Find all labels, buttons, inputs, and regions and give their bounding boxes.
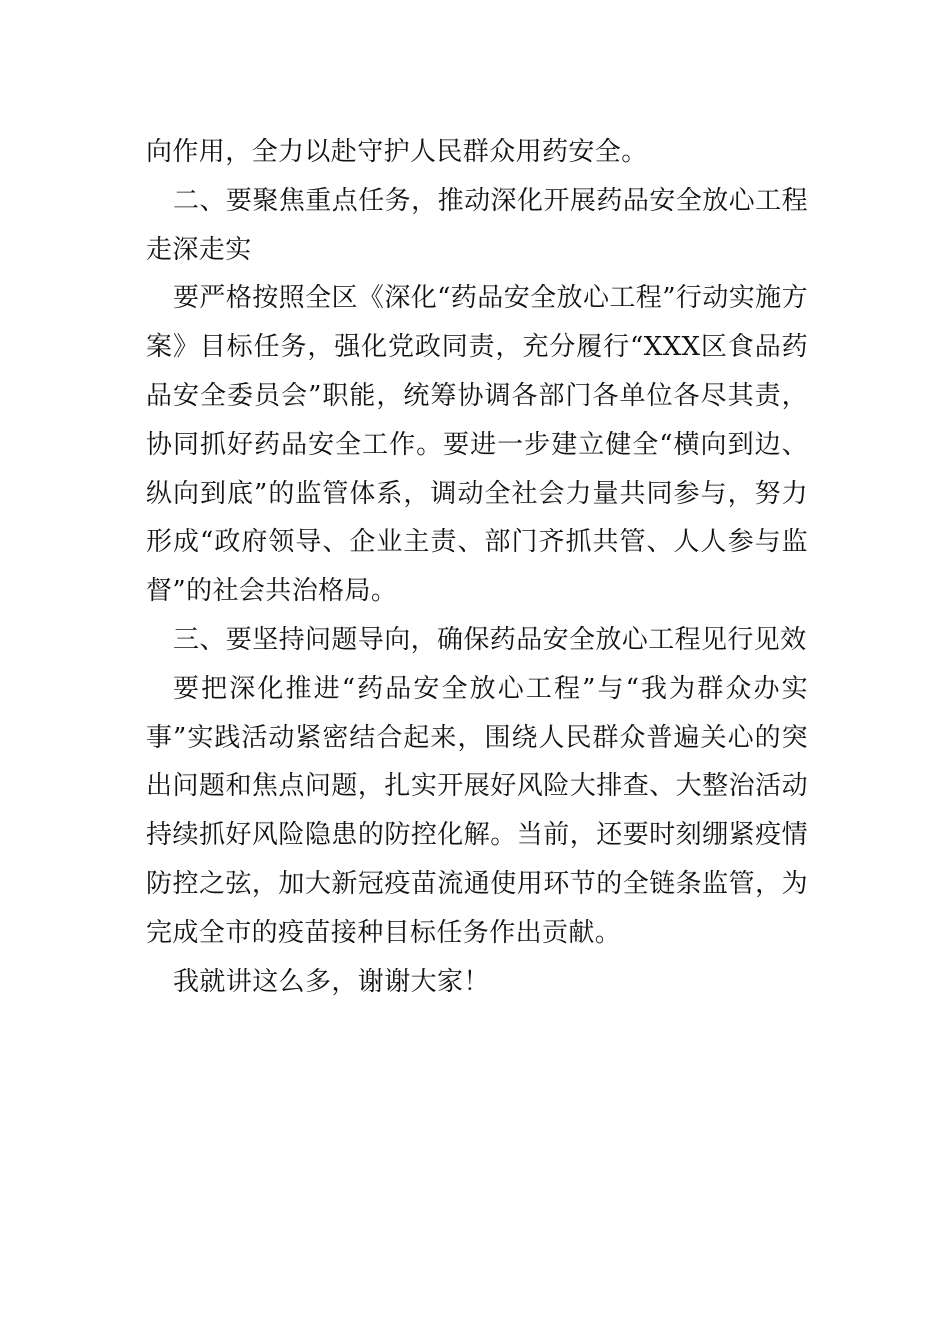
paragraph-body-2: 要严格按照全区《深化“药品安全放心工程”行动实施方案》目标任务，强化党政同责，充分履行“XXX区食品药品安全委员会”职能，统筹协调各部门各单位各尽其责，协同抓好药品安全工作。要进一步建立健全“横向到边、纵向到底”的监管体系，调动全社会力量共同参与，努力形成“政府领导、企业主责、部门齐抓共管、人人参与监督”的社会共治格局。 xyxy=(146,283,808,607)
section-heading-2: 二、要聚焦重点任务，推动深化开展药品安全放心工程走深走实 xyxy=(146,185,808,265)
paragraph-body-3: 要把深化推进“药品安全放心工程”与“我为群众办实事”实践活动紧密结合起来，围绕人民群众普遍关心的突出问题和焦点问题，扎实开展好风险大排查、大整治活动持续抓好风险隐患的防控化解。当前，还要时刻绷紧疫情防控之弦，加大新冠疫苗流通使用环节的全链条监管，为完成全市的疫苗接种目标任务作出贡献。 xyxy=(146,673,808,948)
document-body xyxy=(146,128,808,1006)
paragraph-continuation: 向作用，全力以赴守护人民群众用药安全。 xyxy=(146,137,648,167)
section-heading-3: 三、要坚持问题导向，确保药品安全放心工程见行见效 xyxy=(173,624,807,655)
closing-remark: 我就讲这么多，谢谢大家！ xyxy=(173,966,490,997)
